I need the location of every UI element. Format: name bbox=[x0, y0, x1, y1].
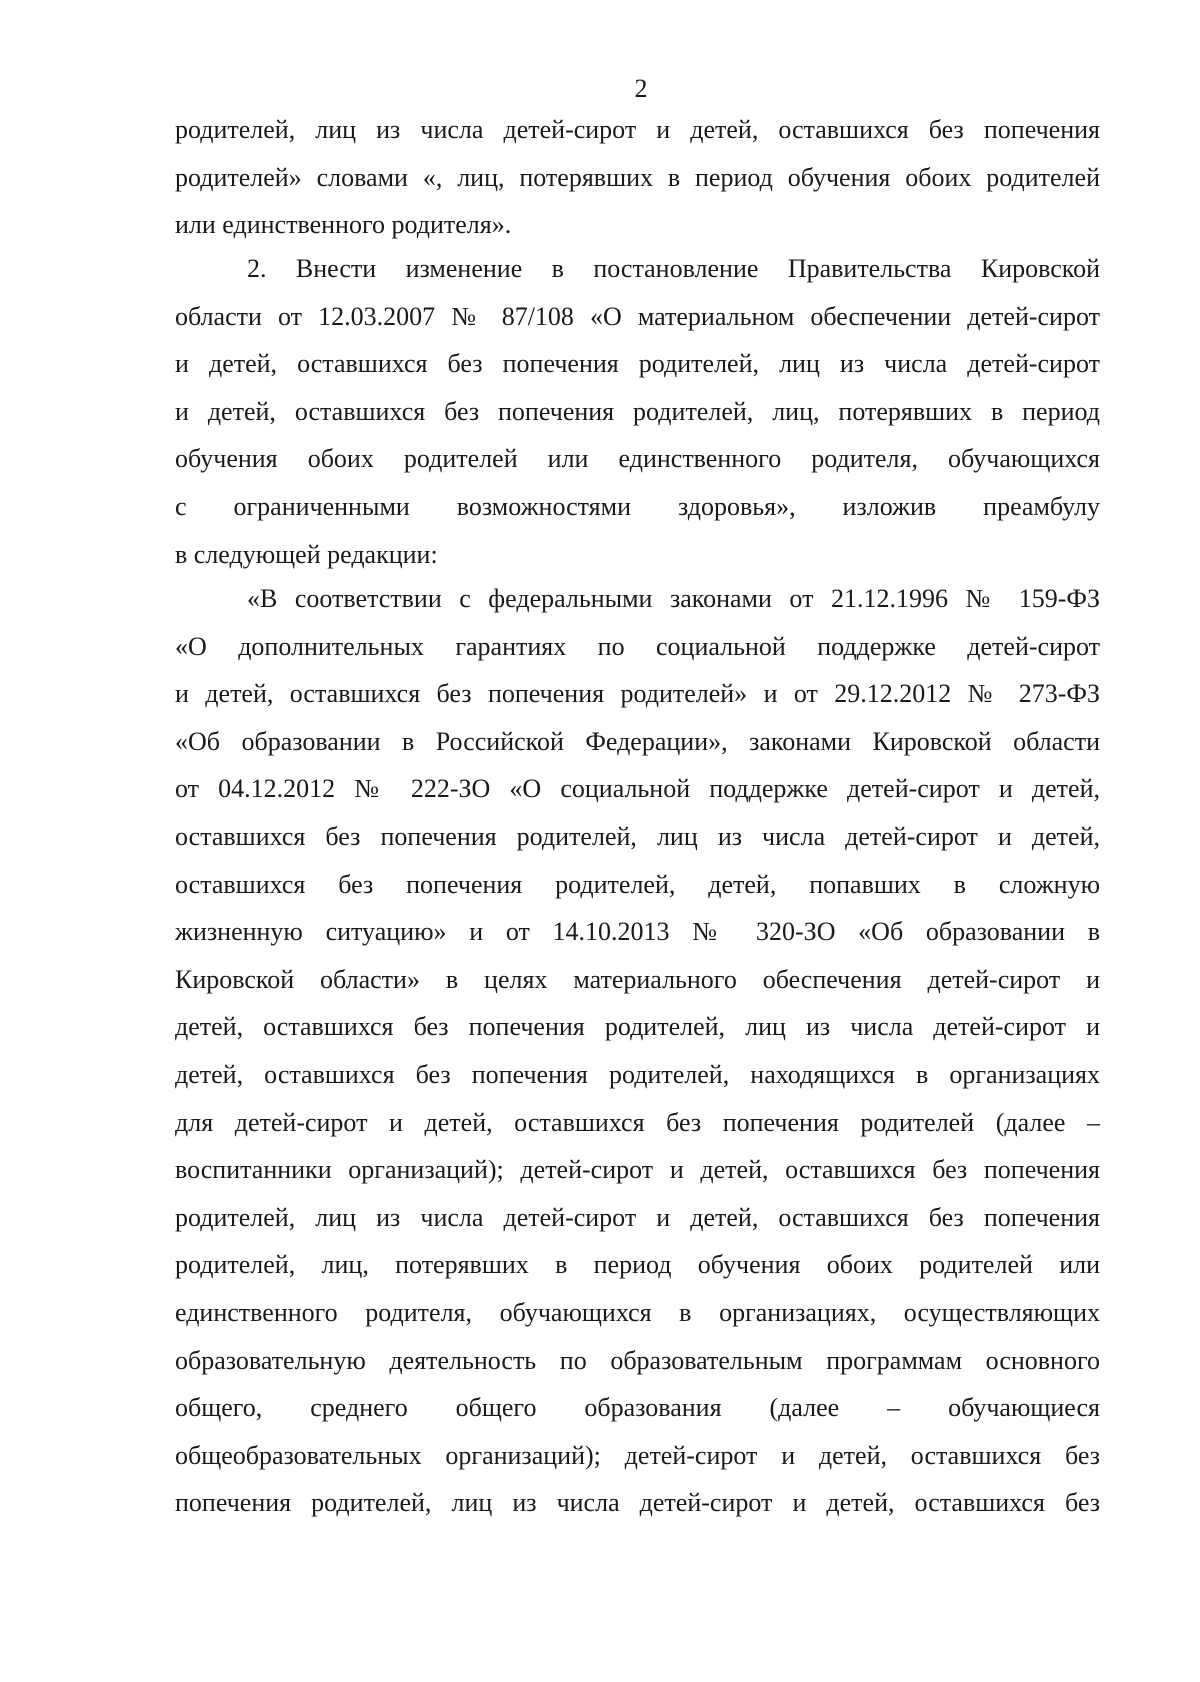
text-line: жизненную ситуацию» и от 14.10.2013 № 320-ЗО «Об образовании в bbox=[175, 917, 1100, 947]
text-line: попечения родителей, лиц из числа детей-сирот и детей, оставшихся без bbox=[175, 1488, 1100, 1518]
text-line: оставшихся без попечения родителей, лиц из числа детей-сирот и детей, bbox=[175, 821, 1100, 851]
paragraph-continuation bbox=[175, 106, 1100, 249]
page-number: 2 bbox=[634, 74, 648, 103]
text-line: единственного родителя, обучающихся в организациях, осуществляющих bbox=[175, 1297, 1100, 1327]
text-line: и детей, оставшихся без попечения родителей» и от 29.12.2012 № 273-ФЗ bbox=[175, 679, 1100, 709]
text-line: воспитанники организаций); детей-сирот и детей, оставшихся без попечения bbox=[175, 1155, 1100, 1185]
paragraph-preamble bbox=[175, 575, 1100, 1527]
text-line: детей, оставшихся без попечения родителей, находящихся в организациях bbox=[175, 1059, 1100, 1089]
text-line: или единственного родителя». bbox=[175, 210, 512, 240]
text-line: образовательную деятельность по образовательным программам основного bbox=[175, 1345, 1100, 1375]
text-line: общеобразовательных организаций); детей-сирот и детей, оставшихся без bbox=[175, 1440, 1100, 1470]
text-line: родителей, лиц, потерявших в период обучения обоих родителей или bbox=[175, 1250, 1100, 1280]
text-line: детей, оставшихся без попечения родителей, лиц из числа детей-сирот и bbox=[175, 1012, 1100, 1042]
text-line: 2. Внести изменение в постановление Правительства Кировской bbox=[247, 254, 1100, 283]
text-line: с ограниченными возможностями здоровья», изложив преамбулу bbox=[175, 491, 1100, 521]
text-line: и детей, оставшихся без попечения родителей, лиц, потерявших в период bbox=[175, 396, 1100, 426]
text-line: в следующей редакции: bbox=[175, 539, 438, 569]
text-line: Кировской области» в целях материального обеспечения детей-сирот и bbox=[175, 964, 1100, 994]
text-line: общего, среднего общего образования (далее – обучающиеся bbox=[175, 1393, 1100, 1423]
text-line: для детей-сирот и детей, оставшихся без попечения родителей (далее – bbox=[175, 1107, 1100, 1137]
text-line: родителей, лиц из числа детей-сирот и детей, оставшихся без попечения bbox=[175, 115, 1100, 144]
text-line: обучения обоих родителей или единственного родителя, обучающихся bbox=[175, 444, 1100, 474]
text-line: «О дополнительных гарантиях по социальной поддержке детей-сирот bbox=[175, 631, 1100, 661]
paragraph-item-2 bbox=[175, 245, 1100, 578]
text-line: оставшихся без попечения родителей, детей, попавших в сложную bbox=[175, 869, 1100, 899]
text-line: «Об образовании в Российской Федерации», законами Кировской области bbox=[175, 726, 1100, 756]
text-line: и детей, оставшихся без попечения родителей, лиц из числа детей-сирот bbox=[175, 349, 1100, 379]
text-line: родителей» словами «, лиц, потерявших в период обучения обоих родителей bbox=[175, 162, 1100, 192]
text-line: области от 12.03.2007 № 87/108 «О материальном обеспечении детей-сирот bbox=[175, 301, 1100, 331]
text-line: «В соответствии с федеральными законами от 21.12.1996 № 159-ФЗ bbox=[247, 584, 1100, 613]
text-line: от 04.12.2012 № 222-ЗО «О социальной поддержке детей-сирот и детей, bbox=[175, 774, 1100, 804]
text-line: родителей, лиц из числа детей-сирот и детей, оставшихся без попечения bbox=[175, 1202, 1100, 1232]
